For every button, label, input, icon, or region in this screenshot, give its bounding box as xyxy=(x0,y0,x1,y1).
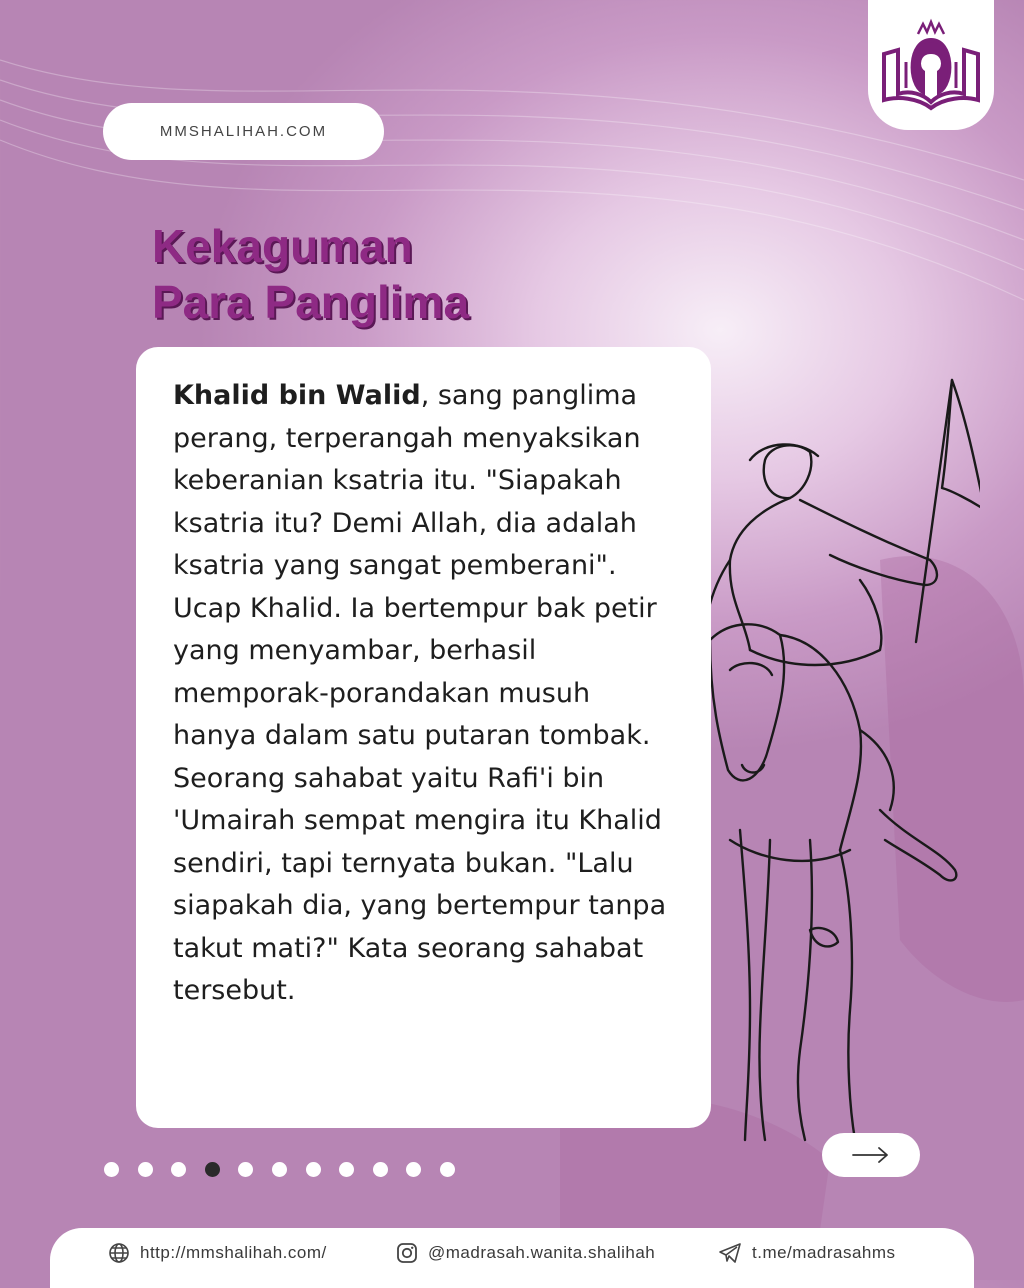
footer-website-label: http://mmshalihah.com/ xyxy=(140,1243,327,1262)
next-button[interactable] xyxy=(822,1133,920,1177)
pagination-dot-active[interactable] xyxy=(205,1162,220,1177)
title-line-1: Kekaguman xyxy=(152,220,413,272)
pagination-dot[interactable] xyxy=(306,1162,321,1177)
pagination-dot[interactable] xyxy=(171,1162,186,1177)
article-body: , sang panglima perang, terperangah menyaksikan keberanian ksatria itu. "Siapakah ksatria itu? Demi Allah, dia adalah ksatria yang sangat pemberani". Ucap Khalid. Ia bertempur bak petir yang menyambar, berhasil memporak-porandakan musuh hanya dalam satu putaran tombak. Seorang sahabat yaitu Rafi'i bin 'Umairah sempat mengira itu Khalid sendiri, tapi ternyata bukan. "Lalu siapakah dia, yang bertempur tanpa takut mati?" Kata seorang sahabat tersebut. xyxy=(173,380,667,1006)
article-card xyxy=(136,347,711,1128)
footer-telegram[interactable] xyxy=(718,1242,896,1264)
article-bold-name: Khalid bin Walid xyxy=(173,380,421,411)
pagination-dot[interactable] xyxy=(272,1162,287,1177)
site-domain-label: MMSHALIHAH.COM xyxy=(159,123,328,140)
footer-website[interactable] xyxy=(108,1242,327,1264)
instagram-icon xyxy=(396,1242,418,1264)
pagination-dots xyxy=(104,1162,455,1177)
globe-icon xyxy=(108,1242,130,1264)
pagination-dot[interactable] xyxy=(238,1162,253,1177)
footer-telegram-label: t.me/madrasahms xyxy=(752,1243,896,1262)
pagination-dot[interactable] xyxy=(440,1162,455,1177)
footer-instagram[interactable] xyxy=(396,1242,655,1264)
site-domain-pill xyxy=(103,103,384,160)
page-title xyxy=(152,218,469,330)
pagination-dot[interactable] xyxy=(406,1162,421,1177)
footer-instagram-label: @madrasah.wanita.shalihah xyxy=(428,1243,656,1262)
footer-bar xyxy=(50,1228,974,1288)
brand-logo-tab xyxy=(868,0,994,130)
title-line-2: Para Panglima xyxy=(152,276,470,328)
pagination-dot[interactable] xyxy=(373,1162,388,1177)
madrasah-logo-icon xyxy=(878,12,984,112)
article-text xyxy=(173,375,675,1013)
pagination-dot[interactable] xyxy=(138,1162,153,1177)
pagination-dot[interactable] xyxy=(104,1162,119,1177)
telegram-icon xyxy=(718,1242,742,1264)
pagination-dot[interactable] xyxy=(339,1162,354,1177)
arrow-right-icon xyxy=(851,1145,891,1165)
